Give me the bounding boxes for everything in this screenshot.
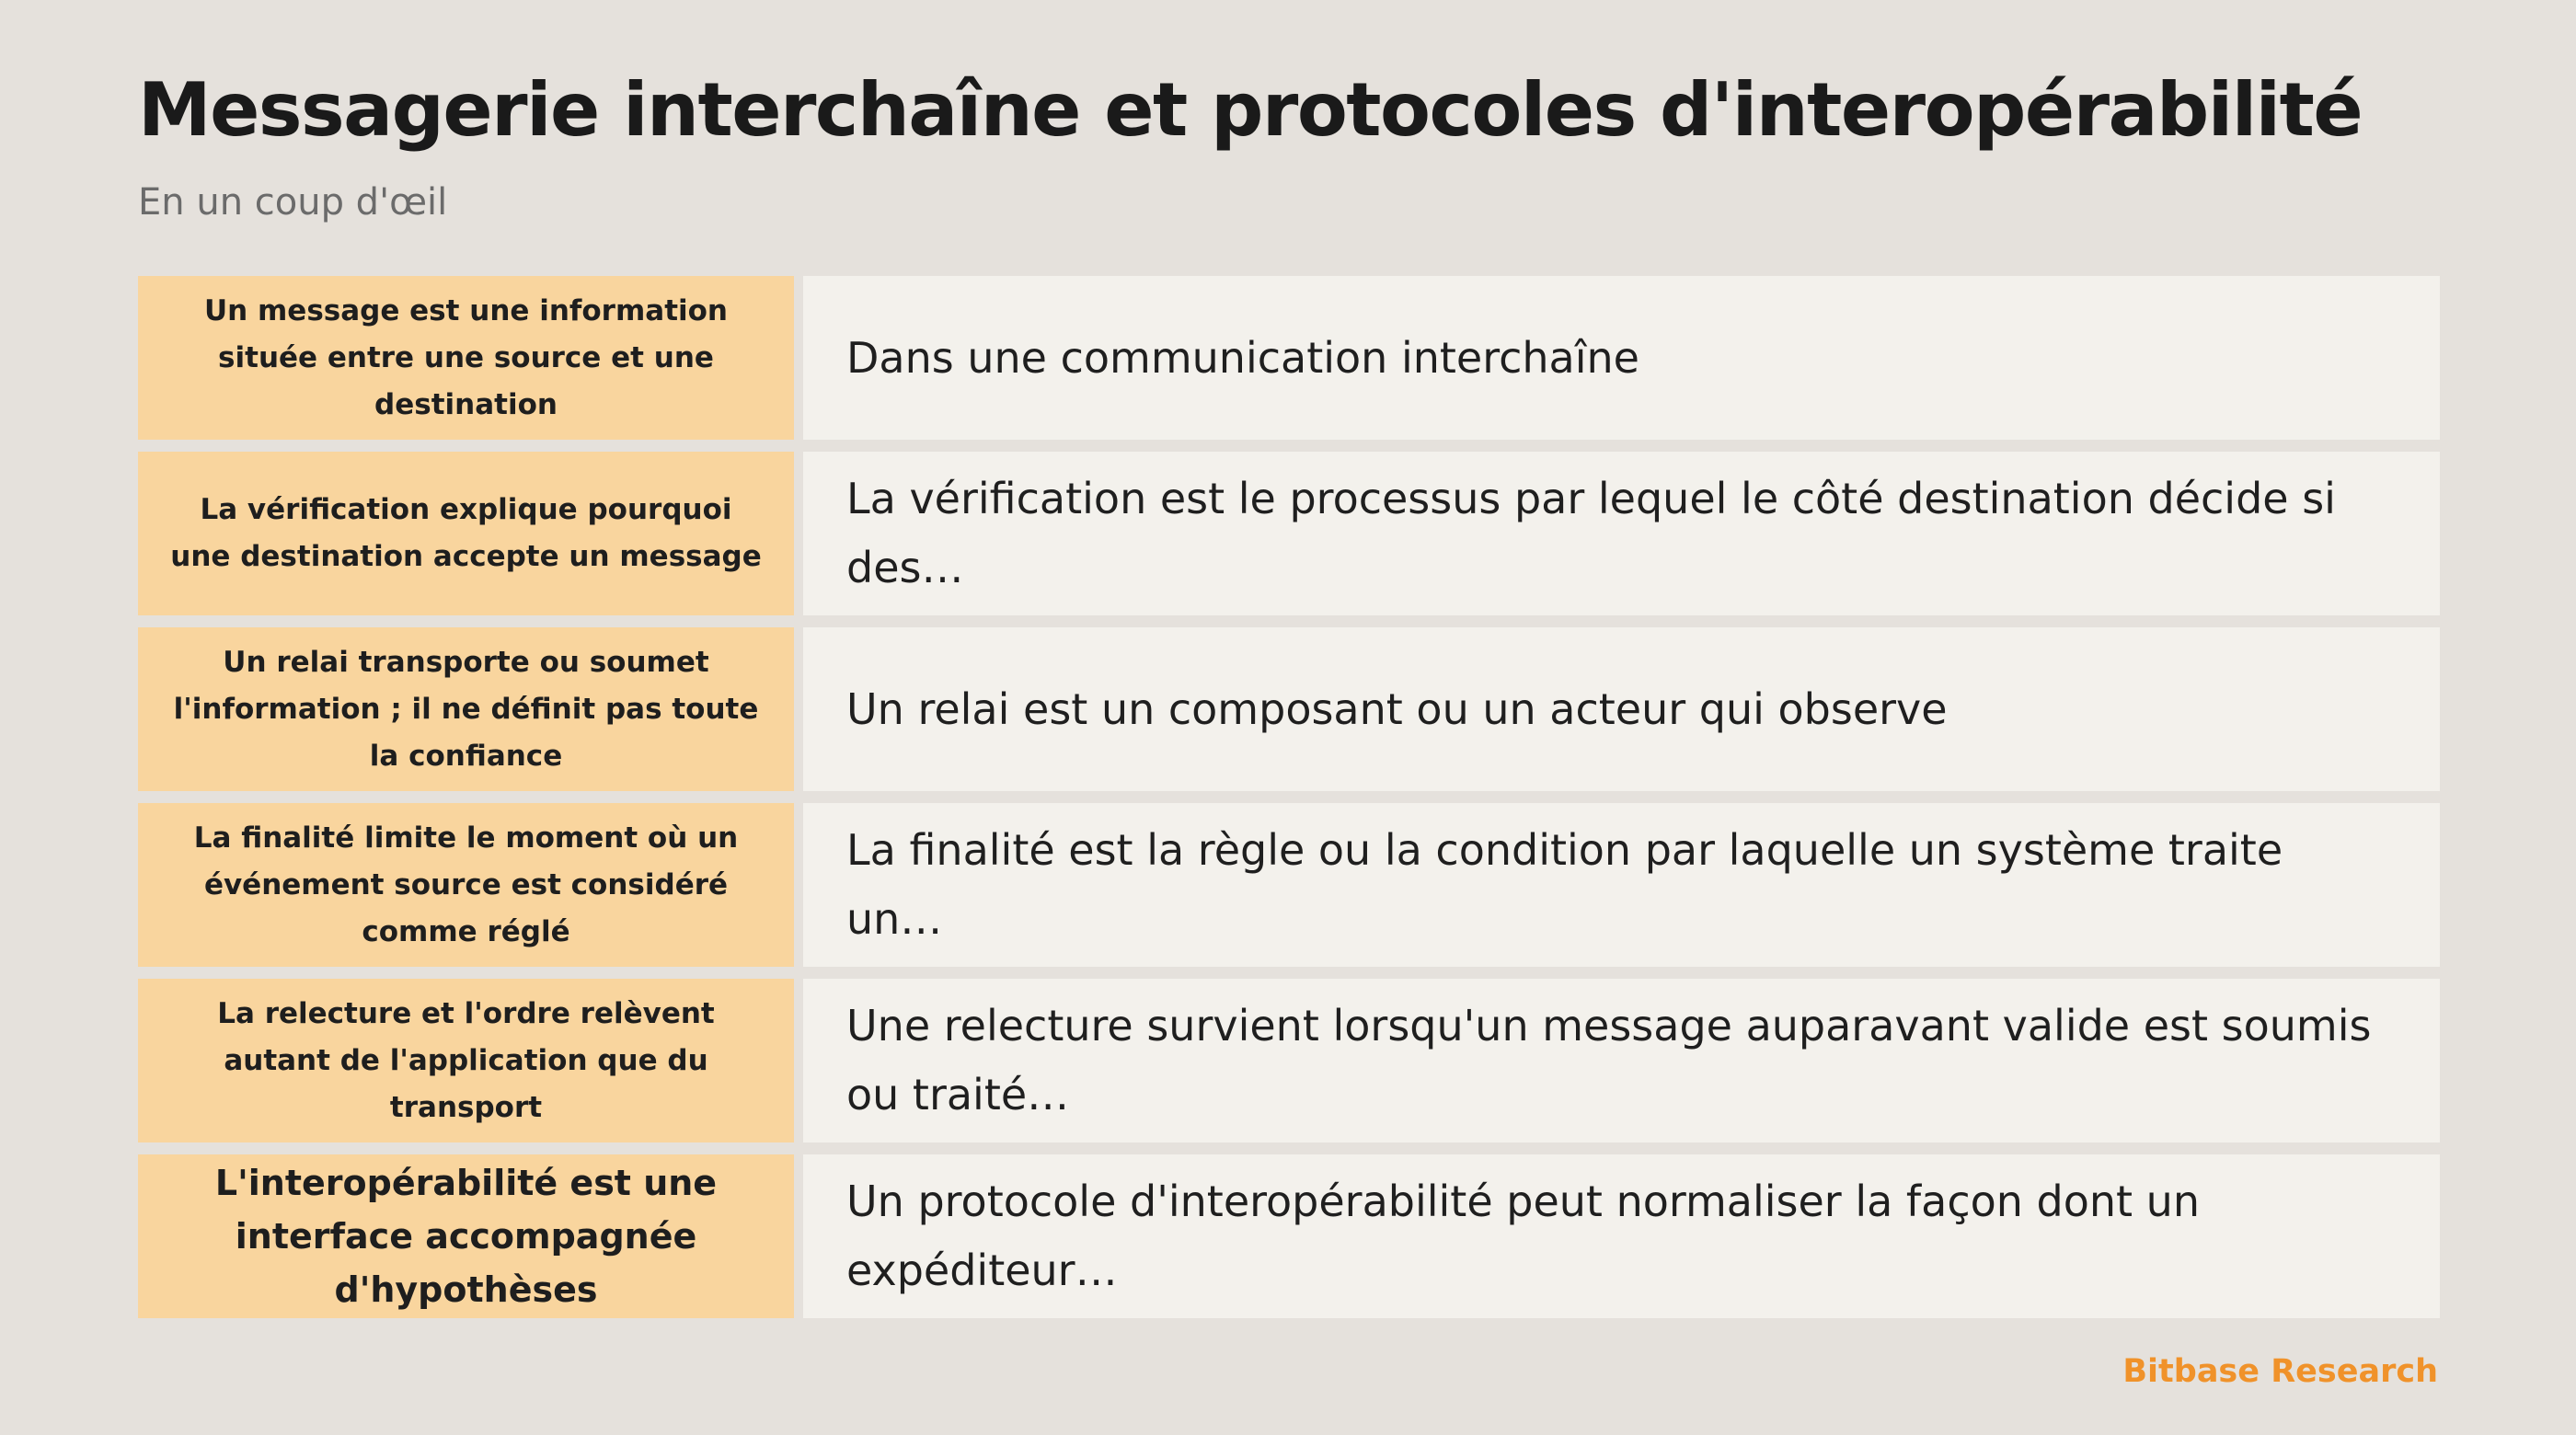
- concept-label: La vérification explique pourquoi une destination accepte un message: [138, 452, 794, 615]
- concept-row: [138, 1154, 2440, 1318]
- concept-label: Un relai transporte ou soumet l'information ; il ne définit pas toute la confiance: [138, 627, 794, 791]
- concept-label: L'interopérabilité est une interface accompagnée d'hypothèses: [138, 1154, 794, 1318]
- concept-description: Un relai est un composant ou un acteur qui observe: [803, 627, 2440, 791]
- concept-description: Dans une communication interchaîne: [803, 276, 2440, 440]
- concept-label: Un message est une information située entre une source et une destination: [138, 276, 794, 440]
- concept-row: [138, 803, 2440, 967]
- concept-row: [138, 276, 2440, 440]
- concept-description: Un protocole d'interopérabilité peut normaliser la façon dont un expéditeur…: [803, 1154, 2440, 1318]
- page-subtitle: En un coup d'œil: [138, 181, 448, 224]
- brand-logo-text: Bitbase Research: [2122, 1353, 2438, 1390]
- concept-table: [138, 276, 2440, 1318]
- concept-row: [138, 979, 2440, 1142]
- concept-label: La finalité limite le moment où un événement source est considéré comme réglé: [138, 803, 794, 967]
- concept-label: La relecture et l'ordre relèvent autant de l'application que du transport: [138, 979, 794, 1142]
- concept-description: Une relecture survient lorsqu'un message auparavant valide est soumis ou traité…: [803, 979, 2440, 1142]
- concept-row: [138, 627, 2440, 791]
- concept-description: La finalité est la règle ou la condition par laquelle un système traite un…: [803, 803, 2440, 967]
- page-title: Messagerie interchaîne et protocoles d'interopérabilité: [138, 67, 2363, 153]
- concept-row: [138, 452, 2440, 615]
- concept-description: La vérification est le processus par lequel le côté destination décide si des…: [803, 452, 2440, 615]
